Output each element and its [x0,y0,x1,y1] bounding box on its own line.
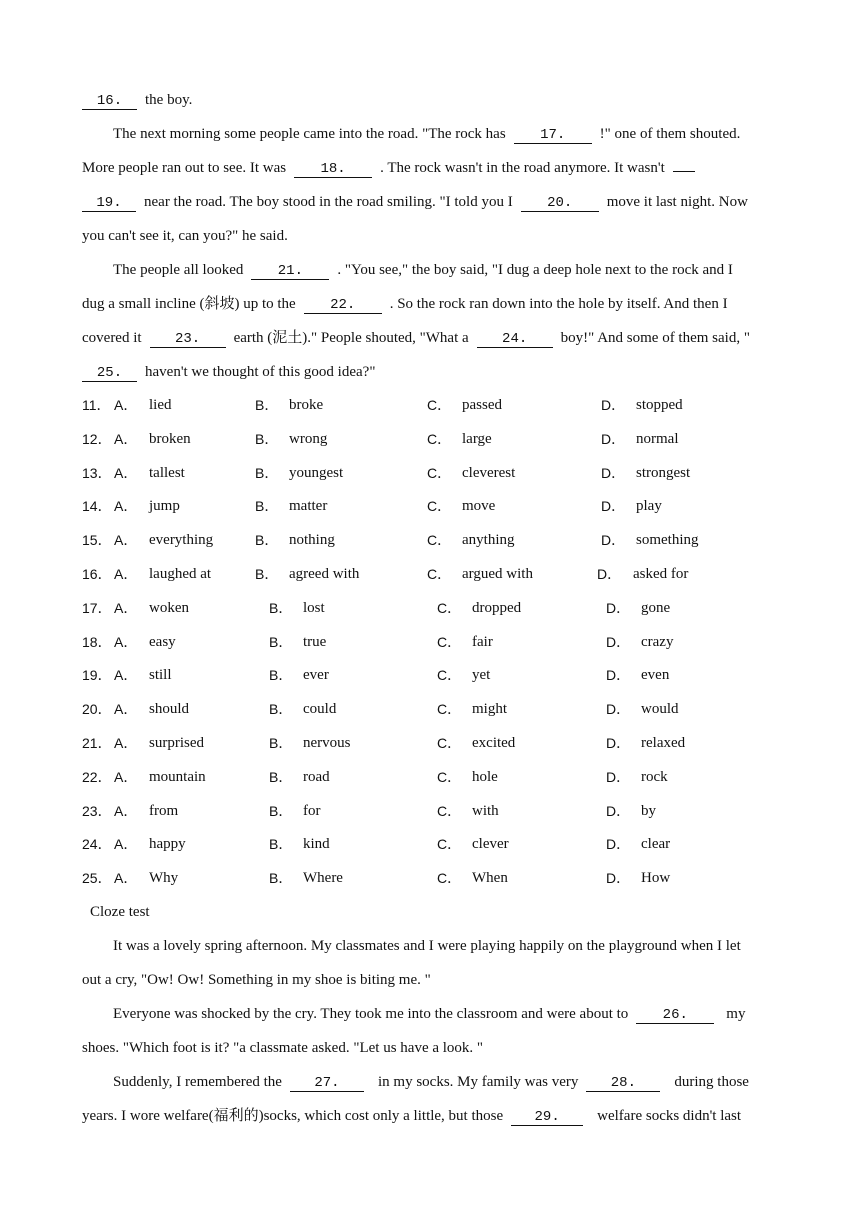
option-a[interactable]: jump [149,498,180,514]
option-d[interactable]: something [636,532,699,548]
option-d[interactable]: relaxed [641,735,686,751]
option-letter: D． [606,701,631,717]
option-letter: A． [114,498,138,514]
option-letter: D． [601,465,626,481]
option-letter: A． [114,634,138,650]
option-d[interactable]: play [636,498,662,514]
option-c[interactable]: dropped [472,600,522,616]
passage1-line [82,192,748,212]
passage1-line [82,158,695,178]
option-letter: C． [427,498,452,514]
option-a[interactable]: from [149,803,179,819]
answer-blank[interactable]: 28. [586,1075,660,1092]
option-b[interactable]: for [303,803,321,819]
option-letter: A． [114,431,138,447]
passage-text: !" one of them shouted. [599,126,741,142]
option-b[interactable]: could [303,701,337,717]
option-d[interactable]: gone [641,600,671,616]
option-letter: B． [269,769,293,785]
option-letter: B． [269,870,293,886]
option-c[interactable]: cleverest [462,465,516,481]
option-letter: D． [601,397,626,413]
option-c[interactable]: fair [472,634,493,650]
option-letter: A． [114,667,138,683]
option-letter: C． [427,566,452,582]
option-c[interactable]: When [472,870,508,886]
passage-text: shoes. "Which foot is it? "a classmate asked. "Let us have a look. " [82,1040,484,1056]
option-letter: A． [114,600,138,616]
passage-text: dug a small incline (斜坡) up to the [82,296,296,312]
answer-blank-start[interactable] [673,171,695,172]
answer-blank[interactable]: 27. [290,1075,364,1092]
option-letter: C． [427,431,452,447]
option-b[interactable]: lost [303,600,325,616]
option-b[interactable]: kind [303,836,330,852]
passage-text: the boy. [145,92,193,108]
passage-text: in my socks. My family was very [377,1074,579,1090]
option-b[interactable]: agreed with [289,566,360,582]
option-letter: B． [255,397,279,413]
passage-text: out a cry, "Ow! Ow! Something in my shoe is biting me. " [82,972,431,988]
option-d[interactable]: stopped [636,397,683,413]
answer-blank[interactable]: 18. [294,161,372,178]
question-number: 14． [82,498,112,514]
option-letter: B． [269,735,293,751]
option-b[interactable]: ever [303,667,329,683]
option-c[interactable]: hole [472,769,498,785]
question-number: 17． [82,600,112,616]
option-letter: A． [114,735,138,751]
option-letter: B． [255,566,279,582]
passage1-line [82,362,375,382]
option-d[interactable]: crazy [641,634,674,650]
option-letter: B． [255,498,279,514]
option-letter: C． [427,465,452,481]
option-letter: A． [114,769,138,785]
question-number: 22． [82,769,112,785]
option-a[interactable]: woken [149,600,189,616]
passage-text: you can't see it, can you?" he said. [82,228,288,244]
passage2-line [113,1004,745,1024]
passage-text: move it last night. Now [606,194,748,210]
option-letter: D． [606,870,631,886]
option-d[interactable]: would [641,701,679,717]
option-letter: C． [427,397,452,413]
passage2-line [82,1038,483,1058]
passage-text: The people all looked [113,262,244,278]
question-number: 19． [82,667,112,683]
option-letter: B． [255,465,279,481]
passage1-line [82,328,750,348]
answer-blank[interactable]: 29. [511,1109,583,1126]
option-a[interactable]: lied [149,397,172,413]
option-b[interactable]: youngest [289,465,344,481]
passage1-line [82,226,288,246]
option-d[interactable]: normal [636,431,679,447]
passage1-line [113,260,733,280]
option-letter: C． [437,634,462,650]
question-number: 11． [82,397,111,413]
option-letter: B． [255,431,279,447]
passage-text: Suddenly, I remembered the [113,1074,282,1090]
answer-blank[interactable]: 21. [251,263,329,280]
option-b[interactable]: nervous [303,735,351,751]
question-number: 13． [82,465,112,481]
option-letter: D． [606,600,631,616]
answer-blank[interactable]: 19. [82,195,136,212]
option-a[interactable]: mountain [149,769,206,785]
option-letter: A． [114,566,138,582]
question-number: 24． [82,836,112,852]
option-letter: B． [269,667,293,683]
option-a[interactable]: happy [149,836,186,852]
answer-blank[interactable]: 26. [636,1007,714,1024]
option-b[interactable]: wrong [289,431,328,447]
option-b[interactable]: nothing [289,532,335,548]
answer-blank[interactable]: 23. [150,331,226,348]
passage-text: welfare socks didn't last [597,1108,742,1124]
question-number: 25． [82,870,112,886]
passage-text: boy!" And some of them said, " [560,330,750,346]
passage2-line [113,1072,749,1092]
option-letter: A． [114,870,138,886]
passage-text: earth (泥土)." People shouted, "What a [233,330,469,346]
option-letter: C． [437,769,462,785]
option-c[interactable]: large [462,431,492,447]
question-number: 21． [82,735,112,751]
option-letter: D． [606,634,631,650]
option-letter: A． [114,532,138,548]
option-letter: B． [269,600,293,616]
option-a[interactable]: everything [149,532,214,548]
option-letter: C． [437,803,462,819]
section-title: Cloze test [90,904,150,920]
passage-text: . So the rock ran down into the hole by itself. And then I [389,296,728,312]
option-letter: B． [255,532,279,548]
option-letter: D． [606,667,631,683]
passage-text: More people ran out to see. It was [82,160,287,176]
answer-blank[interactable]: 17. [514,127,592,144]
option-letter: D． [601,431,626,447]
option-letter: D． [601,532,626,548]
question-number: 18． [82,634,112,650]
option-letter: B． [269,701,293,717]
option-d[interactable]: clear [641,836,671,852]
answer-blank[interactable]: 22. [304,297,382,314]
option-d[interactable]: asked for [633,566,689,582]
option-c[interactable]: with [472,803,499,819]
option-letter: D． [606,803,631,819]
option-letter: C． [437,836,462,852]
question-number: 12． [82,431,112,447]
option-letter: A． [114,836,138,852]
option-b[interactable]: road [303,769,330,785]
passage1-line [82,294,728,314]
option-c[interactable]: might [472,701,508,717]
option-a[interactable]: should [149,701,190,717]
passage-text: Everyone was shocked by the cry. They took me into the classroom and were about to [113,1006,629,1022]
option-d[interactable]: How [641,870,671,886]
answer-blank[interactable]: 24. [477,331,553,348]
option-b[interactable]: broke [289,397,324,413]
option-letter: D． [597,566,622,582]
passage-text: . The rock wasn't in the road anymore. It wasn't [380,160,665,176]
option-letter: B． [269,836,293,852]
option-a[interactable]: tallest [149,465,185,481]
answer-blank[interactable]: 20. [521,195,599,212]
option-d[interactable]: even [641,667,670,683]
option-letter: A． [114,803,138,819]
passage-text: haven't we thought of this good idea?" [145,364,376,380]
option-d[interactable]: rock [641,769,668,785]
option-letter: D． [606,735,631,751]
option-c[interactable]: anything [462,532,515,548]
passage1-line [113,124,740,144]
option-letter: C． [437,870,462,886]
option-b[interactable]: true [303,634,327,650]
option-a[interactable]: easy [149,634,176,650]
passage2-line [82,970,431,990]
option-c[interactable]: argued with [462,566,533,582]
passage-text: my [726,1006,746,1022]
option-a[interactable]: Why [149,870,179,886]
passage-text: It was a lovely spring afternoon. My classmates and I were playing happily on the playground when I let [113,938,741,954]
option-a[interactable]: broken [149,431,191,447]
passage-text: years. I wore welfare(福利的)socks, which cost only a little, but those [82,1108,504,1124]
option-c[interactable]: excited [472,735,516,751]
passage-text: during those [674,1074,749,1090]
option-letter: B． [269,634,293,650]
passage1-line [82,90,192,110]
option-a[interactable]: laughed at [149,566,212,582]
option-letter: A． [114,465,138,481]
option-a[interactable]: surprised [149,735,204,751]
option-letter: C． [437,701,462,717]
answer-blank[interactable]: 16. [82,93,137,110]
option-c[interactable]: move [462,498,496,514]
option-letter: C． [437,735,462,751]
option-b[interactable]: Where [303,870,343,886]
passage2-line [113,936,741,956]
question-number: 15． [82,532,112,548]
option-d[interactable]: strongest [636,465,691,481]
option-letter: B． [269,803,293,819]
question-number: 20． [82,701,112,717]
question-number: 16． [82,566,112,582]
option-letter: D． [606,769,631,785]
option-letter: A． [114,701,138,717]
passage2-line [82,1106,741,1126]
option-letter: C． [427,532,452,548]
answer-blank[interactable]: 25. [82,365,137,382]
passage-text: near the road. The boy stood in the road smiling. "I told you I [144,194,513,210]
option-d[interactable]: by [641,803,656,819]
option-c[interactable]: clever [472,836,509,852]
passage-text: The next morning some people came into the road. "The rock has [113,126,506,142]
option-c[interactable]: yet [472,667,491,683]
option-c[interactable]: passed [462,397,502,413]
option-a[interactable]: still [149,667,172,683]
option-letter: D． [601,498,626,514]
option-b[interactable]: matter [289,498,328,514]
passage-text: covered it [82,330,142,346]
option-letter: C． [437,667,462,683]
option-letter: D． [606,836,631,852]
passage-text: . "You see," the boy said, "I dug a deep hole next to the rock and I [337,262,733,278]
question-number: 23． [82,803,112,819]
option-letter: A． [114,397,138,413]
option-letter: C． [437,600,462,616]
